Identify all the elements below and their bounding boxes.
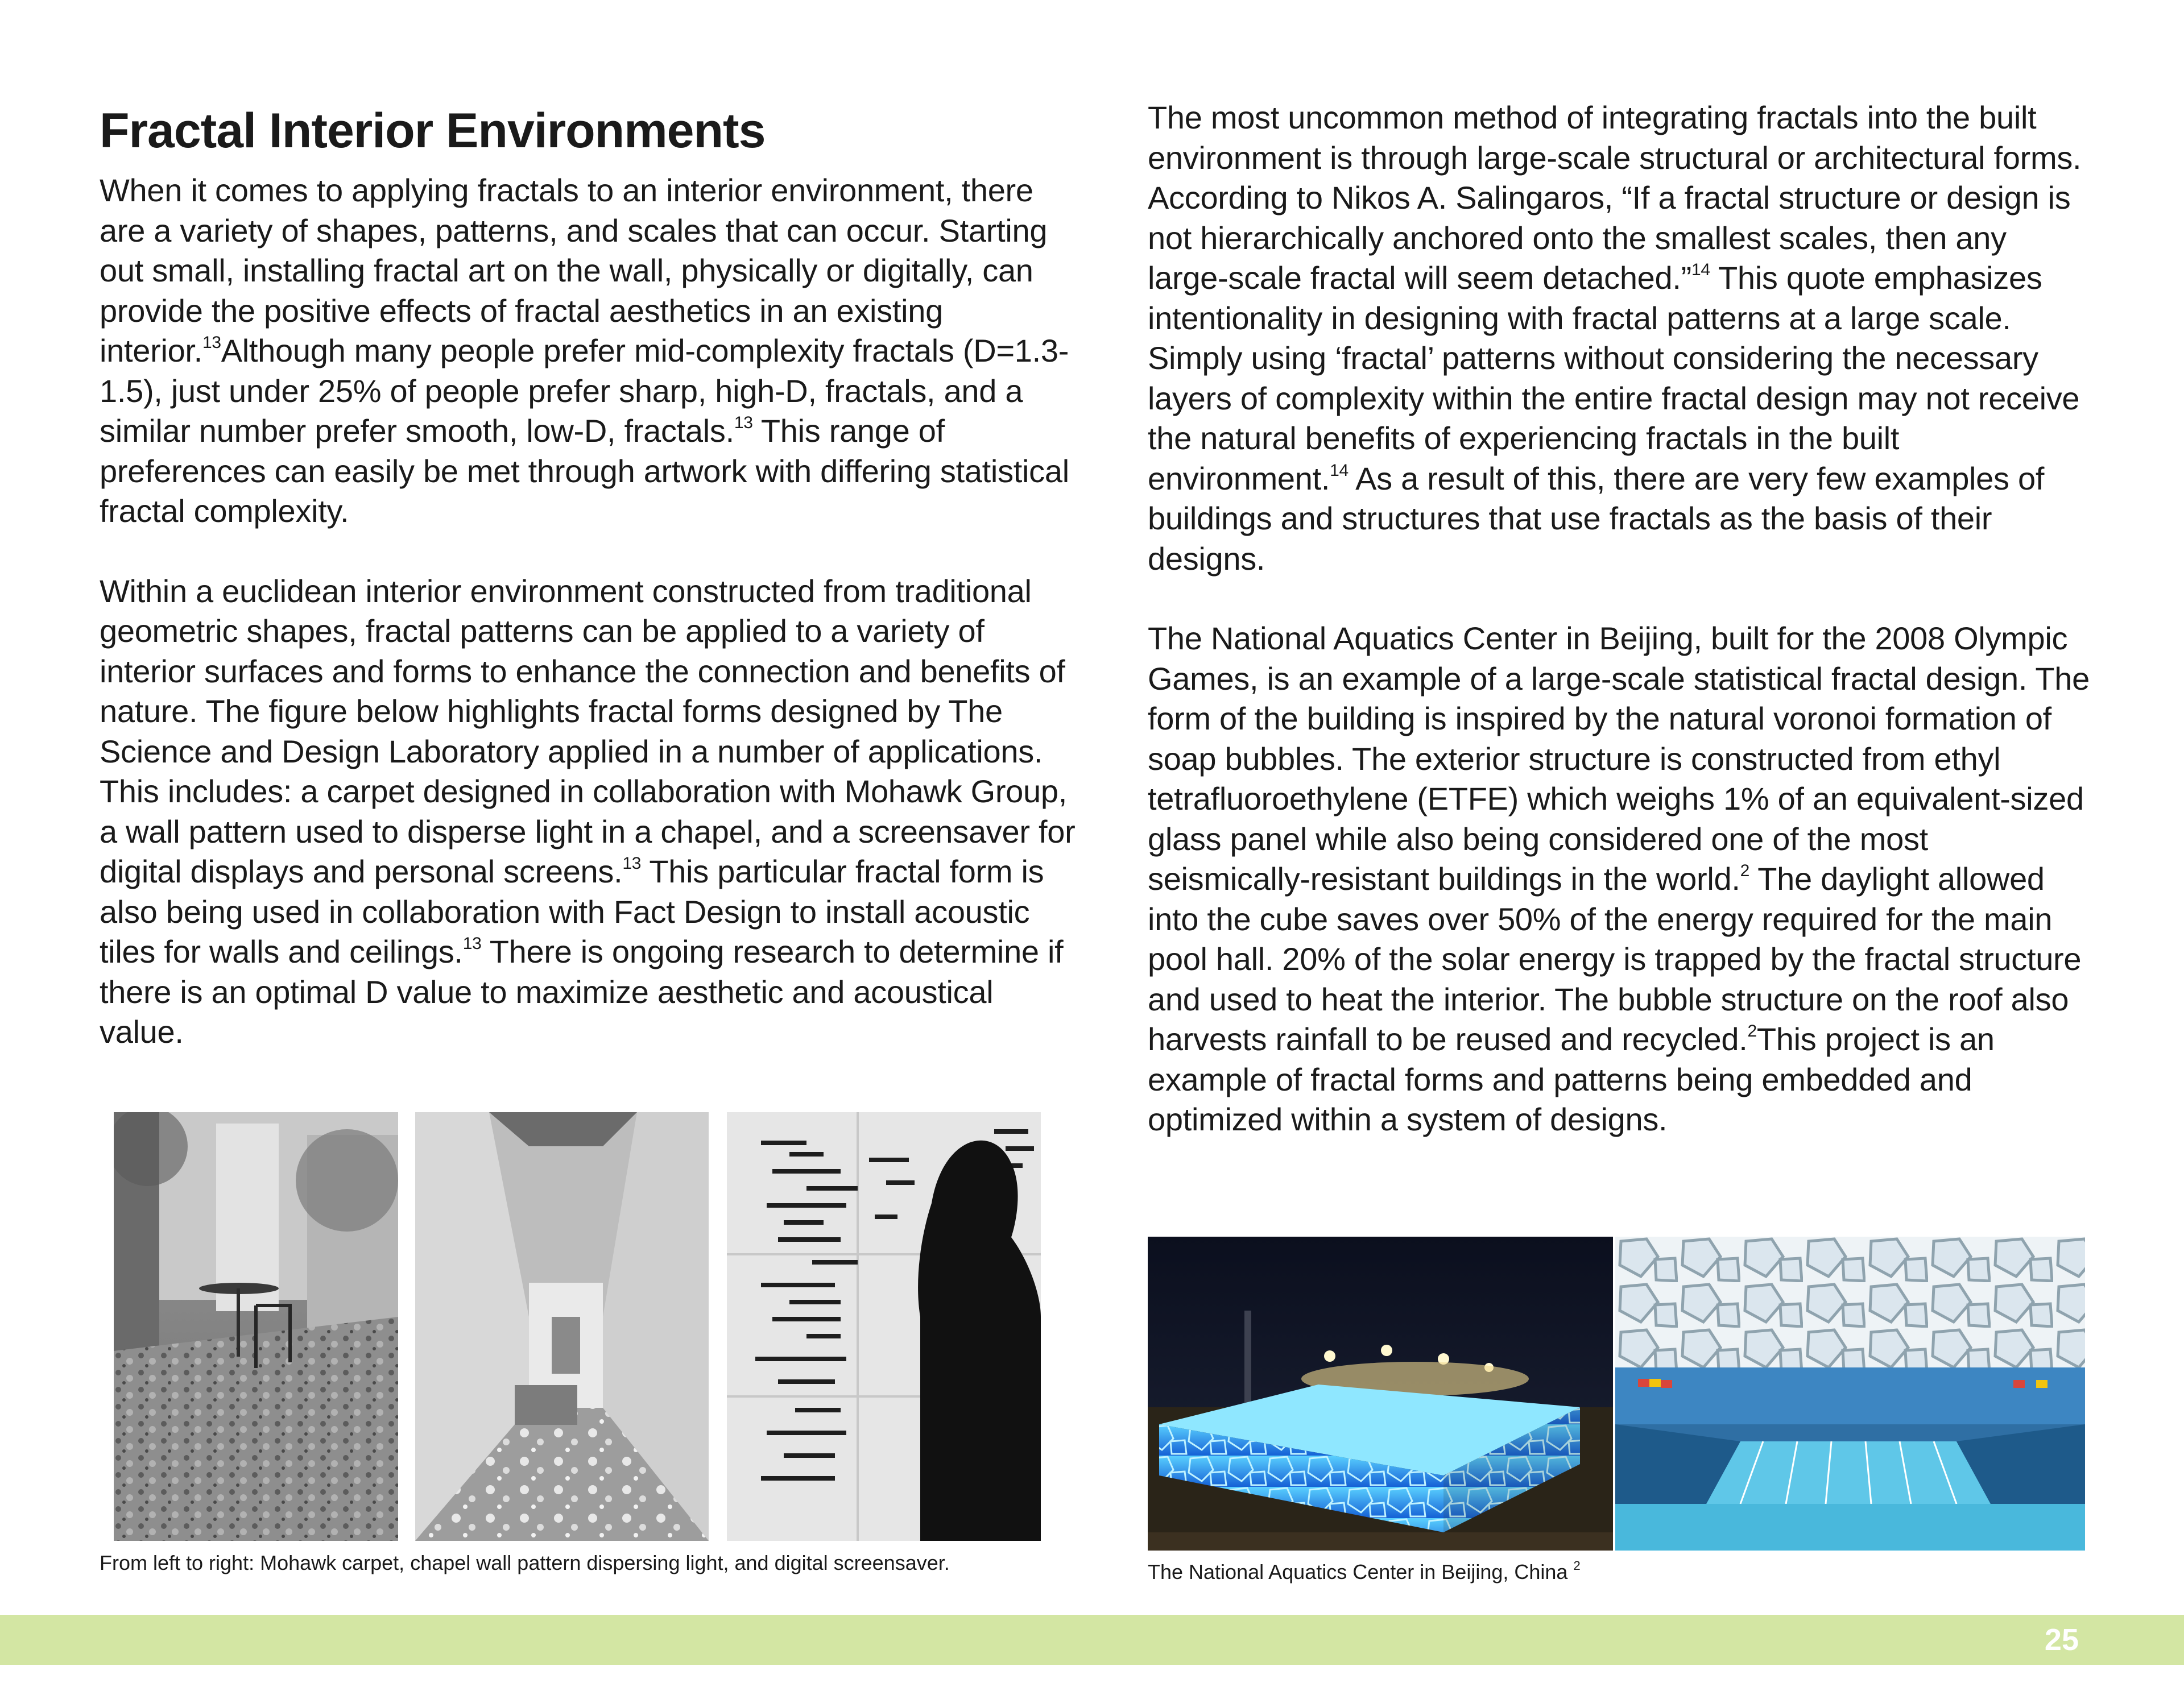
- citation: 14: [1691, 260, 1710, 279]
- aquatics-center-exterior-photo: [1148, 1237, 1613, 1551]
- page-number: 25: [2044, 1623, 2079, 1657]
- digital-screensaver-photo: [727, 1112, 1041, 1541]
- text-run: This quote emphasizes intentionality in designing with fractal patterns at a large scale. Simply using ‘fractal’ patterns without considering the necessary layers of complexity within the entire fractal design may not receive the natural benefits of experiencing fractals in the built environment.: [1148, 260, 2080, 496]
- citation: 14: [1330, 461, 1349, 480]
- footer-band: [0, 1615, 2184, 1665]
- left-column: [100, 102, 1078, 1052]
- citation: 2: [1747, 1022, 1757, 1041]
- citation: 13: [622, 854, 642, 873]
- citation: 13: [202, 333, 221, 352]
- caption-text: The National Aquatics Center in Beijing, China: [1148, 1560, 1568, 1584]
- mohawk-carpet-photo: [114, 1112, 398, 1541]
- text-run: This project is an example of fractal forms and patterns being embedded and optimized within a system of designs.: [1148, 1021, 1995, 1137]
- aquatics-center-interior-photo: [1615, 1237, 2085, 1551]
- citation: 13: [462, 934, 482, 953]
- citation: 13: [734, 413, 753, 432]
- left-paragraph-2: [100, 571, 1078, 1052]
- page-title: Fractal Interior Environments: [100, 103, 766, 158]
- text-run: When it comes to applying fractals to an interior environment, there are a variety of shapes, patterns, and scales that can occur. Starting out small, installing fractal art on the wall, physically or digitally, can provide the positive effects of fractal aesthetics in an existing interior.: [100, 172, 1048, 368]
- left-figure-caption: From left to right: Mohawk carpet, chapel wall pattern dispersing light, and digital screensaver.: [100, 1551, 950, 1574]
- citation: 2: [1573, 1558, 1581, 1573]
- text-run: As a result of this, there are very few examples of buildings and structures that use fractals as the basis of their designs.: [1148, 460, 2045, 577]
- text-run: There is ongoing research to determine if there is an optimal D value to maximize aesthetic and acoustical value.: [100, 934, 1064, 1050]
- text-run: This range of preferences can easily be met through artwork with differing statistical fractal complexity.: [100, 413, 1069, 529]
- text-run: The daylight allowed into the cube saves over 50% of the energy required for the main pool hall. 20% of the solar energy is trapped by the fractal structure and used to heat the interior. The bubble structure on the roof also harvests rainfall to be reused and recycled.: [1148, 861, 2082, 1057]
- chapel-wall-photo: [415, 1112, 709, 1541]
- right-figure-caption: [1148, 1560, 2092, 1585]
- text-run: Within a euclidean interior environment constructed from traditional geometric shapes, fractal patterns can be applied to a variety of interior surfaces and forms to enhance the connection and benefits of nature. The figure below highlights fractal forms designed by The Science and Design Laboratory applied in a number of applications. This includes: a carpet designed in collaboration with Mohawk Group, a wall pattern used to disperse light in a chapel, and a screensaver for digital displays and personal screens.: [100, 573, 1076, 889]
- text-run: The most uncommon method of integrating fractals into the built environment is through large-scale structural or architectural forms. According to Nikos A. Salingaros, “If a fractal structure or design is not hierarchically anchored onto the smallest scales, then any large-scale fractal will seem detached.”: [1148, 100, 2082, 296]
- right-paragraph-1: [1148, 98, 2092, 579]
- right-column: [1148, 98, 2092, 1140]
- text-run: Although many people prefer mid-complexity fractals (D=1.3-1.5), just under 25% of people prefer sharp, high-D, fractals, and a similar number prefer smooth, low-D, fractals.: [100, 333, 1069, 449]
- text-run: This particular fractal form is also being used in collaboration with Fact Design to install acoustic tiles for walls and ceilings.: [100, 853, 1044, 969]
- left-paragraph-1: [100, 171, 1078, 532]
- right-paragraph-2: [1148, 619, 2092, 1140]
- text-run: The National Aquatics Center in Beijing, built for the 2008 Olympic Games, is an example of a large-scale statistical fractal design. The form of the building is inspired by the natural voronoi formation of soap bubbles. The exterior structure is constructed from ethyl tetrafluoroethylene (ETFE) which weighs 1% of an equivalent-sized glass panel while also being considered one of the most seismically-resistant buildings in the world.: [1148, 620, 2090, 897]
- citation: 2: [1740, 861, 1749, 880]
